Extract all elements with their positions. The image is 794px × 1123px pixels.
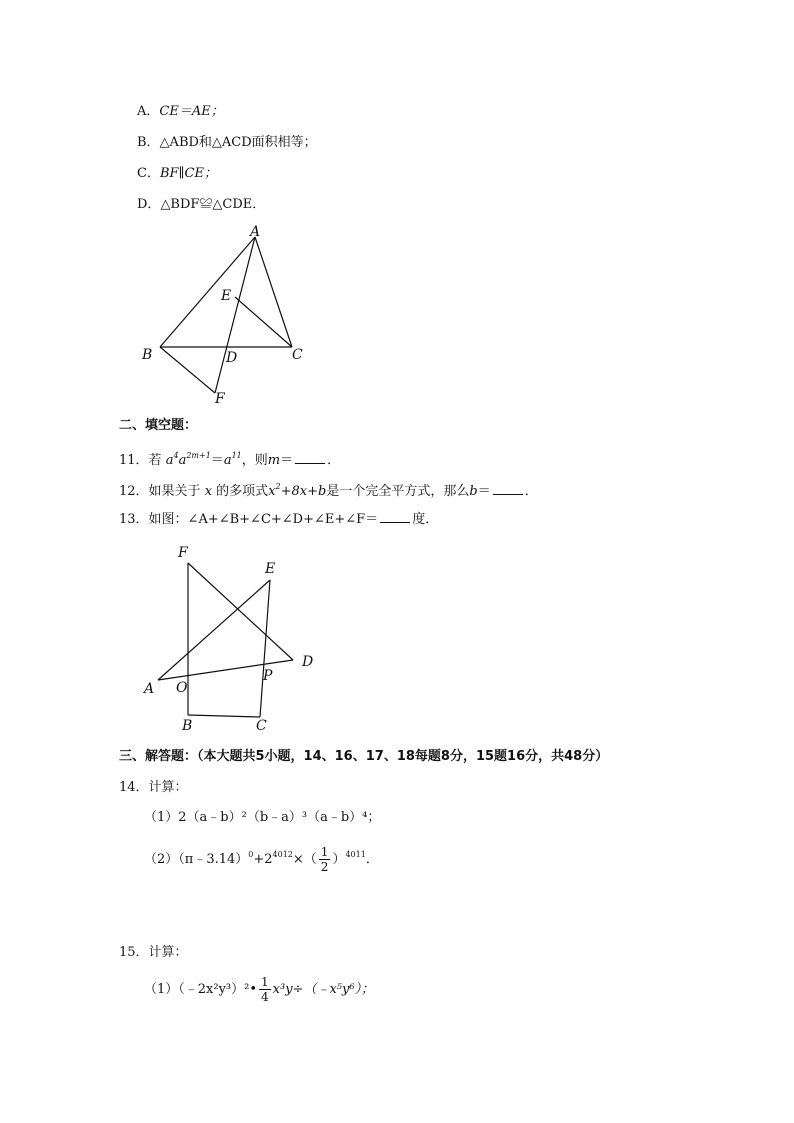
label-a: A	[144, 681, 155, 697]
label-e: E	[265, 561, 276, 577]
question-text: 计算：	[148, 780, 188, 795]
question-14	[119, 779, 188, 797]
expression: $a^4a^{2m+1}$	[165, 451, 211, 468]
question-number: 12．	[119, 484, 149, 499]
question-15	[119, 944, 188, 962]
label-p: P	[263, 668, 273, 684]
segment-df	[188, 563, 293, 660]
label-b: B	[142, 347, 153, 363]
question-number: 11．	[119, 453, 149, 468]
label-f: F	[215, 391, 225, 407]
answer-blank[interactable]	[380, 508, 410, 523]
question-14-part-1: （1）2（a﹣b）²（b﹣a）³（a﹣b）⁴；	[144, 810, 381, 825]
question-text: 如图：∠A+∠B+∠C+∠D+∠E+∠F＝	[148, 512, 379, 527]
question-14-part-2: $(2)(\pi﹣3.14)^0+2^{4012}\times$（ $\frac{1}{2}$ ）$^{4011}$．	[144, 845, 379, 874]
label-c: C	[256, 718, 267, 734]
question-end: ．	[524, 484, 538, 499]
question-end: ．	[327, 453, 341, 468]
option-label: B．	[137, 135, 160, 150]
segment-ce	[260, 580, 270, 717]
variable-b: b	[469, 484, 478, 499]
question-12: 12．如果关于 x 的多项式$x^2+8x+b$是一个完全平方式，那么b＝ ．	[119, 482, 538, 499]
expression-rhs: $a^{11}$	[223, 451, 242, 468]
label-e: E	[221, 288, 232, 304]
section-title-fill-blank: 二、填空题：	[119, 418, 198, 433]
option-text: BF∥CE；	[159, 166, 217, 181]
question-number: 14．	[119, 780, 149, 795]
question-number: 13．	[119, 512, 149, 527]
option-text: CE＝AE；	[159, 104, 224, 119]
segment-ea	[158, 580, 270, 680]
option-d	[137, 196, 265, 214]
option-label: D．	[137, 197, 161, 212]
question-11: 11．若 $a^4a^{2m+1}=a^{11}$，则m＝ ．	[119, 451, 341, 468]
option-text: △BDF≌△CDE．	[160, 197, 266, 212]
question-15-part-1	[144, 975, 374, 1005]
variable-x: x	[200, 484, 217, 499]
question-13	[119, 508, 438, 529]
option-label: C．	[137, 166, 160, 181]
label-b: B	[182, 718, 193, 734]
fraction-one-half: $\frac{1}{2}$	[320, 845, 329, 874]
question-end: 度．	[412, 512, 439, 527]
segment-bf	[160, 347, 215, 393]
question-text: 若	[148, 453, 162, 468]
question-number: 15．	[119, 945, 149, 960]
label-c: C	[292, 347, 303, 363]
part-end: ．	[365, 852, 379, 867]
segment-ad	[158, 660, 293, 680]
answer-blank[interactable]	[295, 449, 325, 464]
question-text-post: 是一个完全平方式，那么	[326, 484, 470, 499]
option-label: A．	[137, 104, 160, 119]
part-text: （1）（﹣2x²y³）²•	[144, 982, 258, 997]
segment-bc	[188, 715, 260, 717]
question-text: 计算：	[148, 945, 188, 960]
label-o: O	[176, 680, 188, 696]
section-title-solve: 三、解答题：（本大题共5小题，14、16、17、18每题8分，15题16分，共48分）	[119, 749, 609, 764]
part-text: （2）（π﹣3.14）	[144, 852, 249, 867]
figure-triangle-abc	[130, 220, 330, 410]
question-text-mid: 的多项式	[216, 484, 269, 499]
option-b	[137, 134, 317, 152]
answer-blank[interactable]	[493, 480, 523, 495]
label-a: A	[250, 224, 261, 240]
question-text: 如果关于	[148, 484, 201, 499]
option-c	[137, 165, 217, 183]
variable-m: m	[267, 453, 281, 468]
polynomial: $x^2+8x+b$	[268, 482, 327, 499]
fraction-one-quarter: $\frac{1}{4}$	[261, 975, 269, 1004]
label-d: D	[302, 654, 314, 670]
option-text: △ABD和△ACD面积相等；	[159, 135, 317, 150]
part-text-post: x³y÷（﹣x⁵y⁶）；	[272, 982, 375, 997]
option-a	[137, 103, 224, 121]
label-d: D	[226, 350, 238, 366]
figure-angles	[140, 540, 330, 740]
label-f: F	[178, 545, 188, 561]
question-text-mid: ，则	[241, 453, 268, 468]
